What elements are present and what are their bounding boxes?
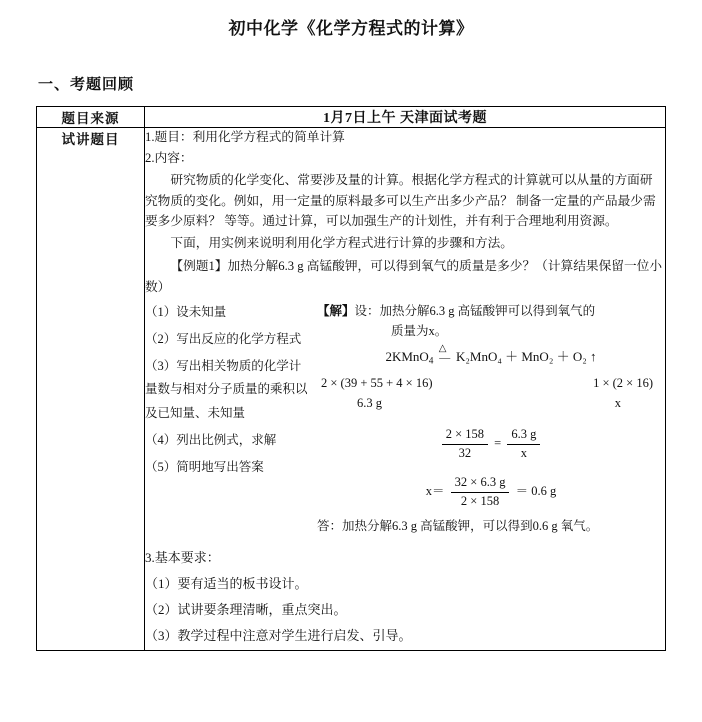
trial-lecture-label-cell: 试讲题目 xyxy=(37,128,145,651)
exam-question-table xyxy=(36,106,666,651)
solve-prefix: x＝ xyxy=(425,484,445,499)
table-row xyxy=(37,128,666,651)
solution-steps-list xyxy=(145,301,313,536)
chemical-equation xyxy=(317,342,665,369)
solve-numerator: 32 × 6.3 g xyxy=(451,475,510,493)
proportion-left-denominator: 32 xyxy=(458,445,472,460)
table-row xyxy=(37,107,666,128)
molar-mass-right: 1 × (2 × 16) xyxy=(593,375,653,390)
equation-products: K₂MnO₄ ＋ MnO₂ ＋ O₂ ↑ xyxy=(455,349,597,365)
intro-paragraph-1: 研究物质的化学变化、常要涉及量的计算。根据化学方程式的计算就可以从量的方面研究物质的变化。例如，用一定量的原料最多可以生产出多少产品？ 制备一定量的产品最少需要多少原料？ 等等。通过计算，可以加强生产的计划性，并有利于合理地利用资源。 xyxy=(145,173,656,229)
intro-paragraph-2: 下面，用实例来说明利用化学方程式进行计算的步骤和方法。 xyxy=(170,235,513,250)
solution-step: （5）简明地写出答案 xyxy=(145,459,264,474)
solution-set-line-2: 质量为x。 xyxy=(391,324,448,339)
final-answer: 答：加热分解6.3 g 高锰酸钾，可以得到0.6 g 氧气。 xyxy=(317,518,599,533)
equation-reactant-sub: 4 xyxy=(428,356,434,367)
equals-sign: = xyxy=(494,436,502,451)
proportion-equation xyxy=(317,427,665,461)
basic-requirements xyxy=(145,546,665,648)
solution-step: （4）列出比例式，求解 xyxy=(145,432,277,447)
example-body xyxy=(145,301,665,536)
source-value-cell: 1月7日上午 天津面试考题 xyxy=(145,107,666,128)
solution-step: （2）写出反应的化学方程式 xyxy=(145,332,302,347)
solution-step: （3）写出相关物质的化学计量数与相对分子质量的乘积以及已知量、未知量 xyxy=(145,359,308,420)
solve-result: ＝ 0.6 g xyxy=(515,484,557,499)
example-heading: 【例题1】加热分解6.3 g 高锰酸钾，可以得到氧气的质量是多少？（计算结果保留一位小数） xyxy=(145,259,663,294)
requirement-item: （3）教学过程中注意对学生进行启发、引导。 xyxy=(145,627,412,643)
worked-solution xyxy=(313,301,665,536)
molar-mass-row xyxy=(317,374,665,393)
solve-fraction xyxy=(451,475,510,509)
source-label-cell: 题目来源 xyxy=(37,107,145,128)
molar-mass-left: 2 × (39 + 55 + 4 × 16) xyxy=(321,375,433,390)
solution-step: （1）设未知量 xyxy=(145,305,227,320)
solve-denominator: 2 × 158 xyxy=(460,494,500,509)
trial-lecture-content-cell xyxy=(145,128,666,651)
solve-equation xyxy=(317,475,665,509)
quantity-row xyxy=(317,394,665,413)
known-quantity: 6.3 g xyxy=(357,396,382,411)
proportion-left-fraction xyxy=(442,427,488,461)
equation-arrow: △ — xyxy=(438,342,451,364)
proportion-left-numerator: 2 × 158 xyxy=(442,427,488,445)
proportion-right-numerator: 6.3 g xyxy=(507,427,540,445)
content-line: 2.内容： xyxy=(145,151,193,166)
section-heading: 一、考题回顾 xyxy=(38,77,135,93)
proportion-right-fraction xyxy=(507,427,540,461)
requirements-title: 3.基本要求： xyxy=(145,549,220,565)
solution-set-line xyxy=(317,301,665,321)
equation-reactant: 2KMnO xyxy=(385,349,429,365)
heat-symbol: △ xyxy=(438,342,447,354)
solution-set-text: 设：加热分解6.3 g 高锰酸钾可以得到氧气的 xyxy=(354,304,596,319)
solution-bracket-label: 【解】 xyxy=(317,304,355,319)
requirement-item: （1）要有适当的板书设计。 xyxy=(145,575,308,591)
unknown-quantity: x xyxy=(614,396,621,411)
topic-line: 1.题目：利用化学方程式的简单计算 xyxy=(145,130,345,144)
proportion-right-denominator: x xyxy=(520,445,527,460)
page-title: 初中化学《化学方程式的计算》 xyxy=(228,19,474,38)
requirement-item: （2）试讲要条理清晰，重点突出。 xyxy=(145,601,347,617)
